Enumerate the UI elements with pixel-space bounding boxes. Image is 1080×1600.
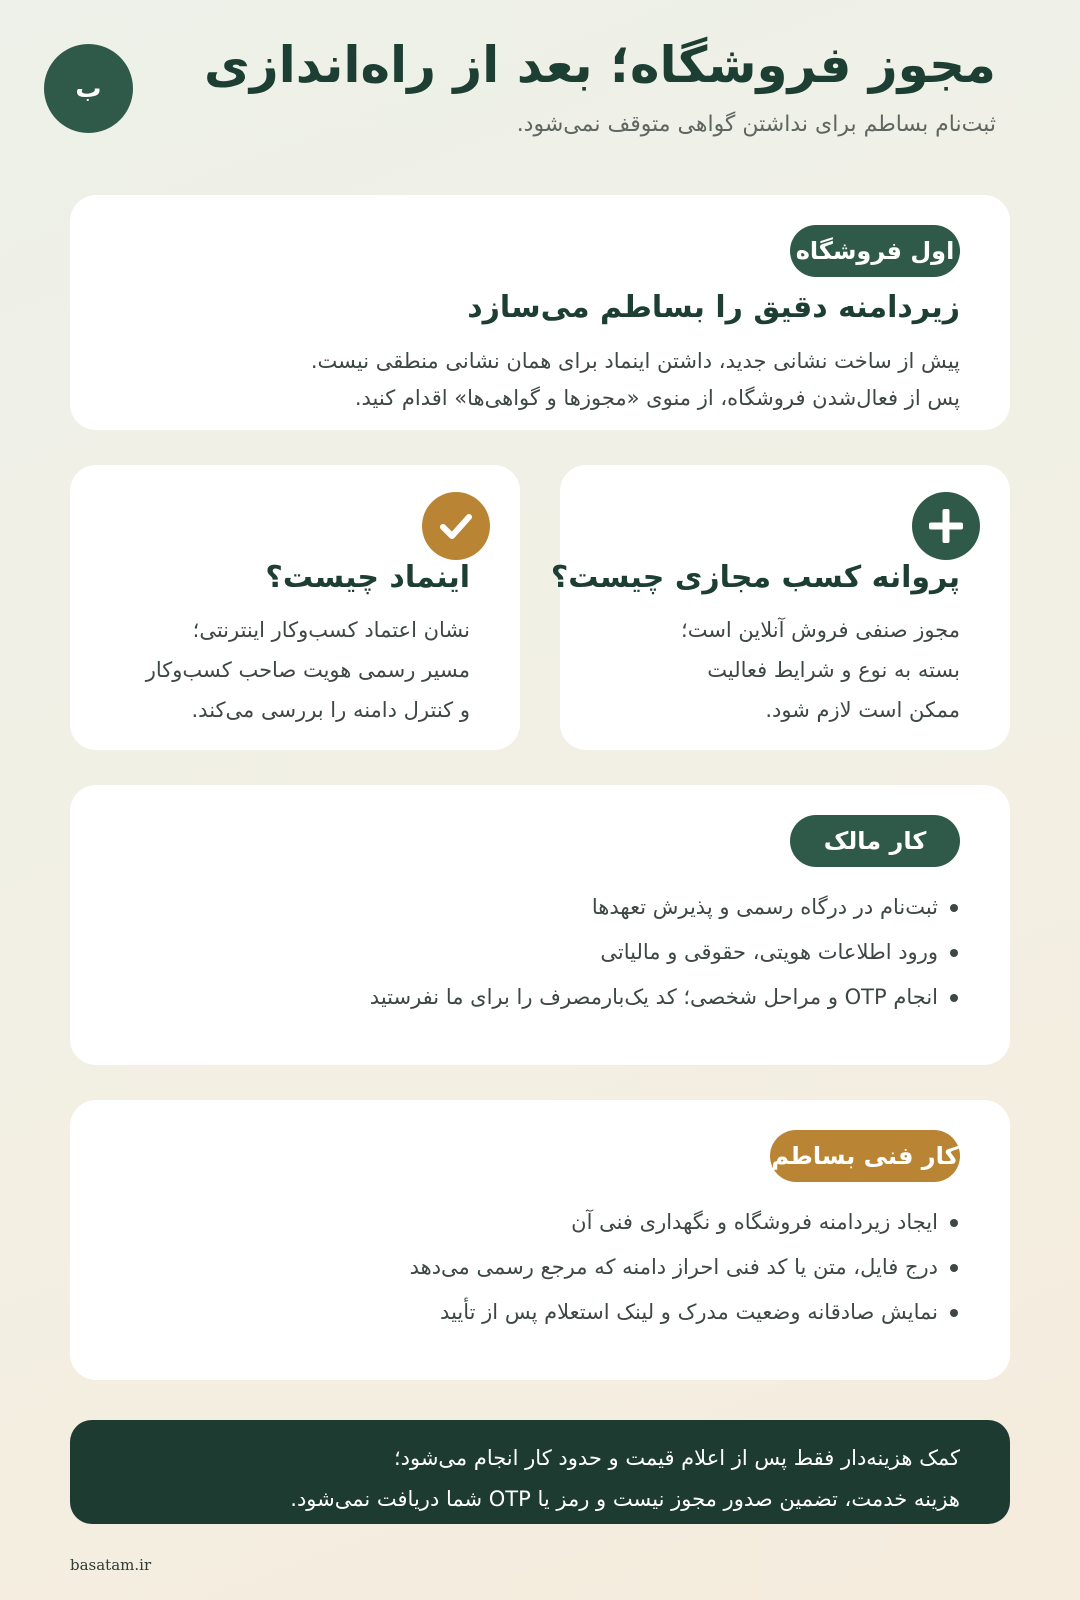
notice-line: هزینه خدمت، تضمین صدور مجوز نیست و رمز یا OTP شما دریافت نمی‌شود.: [290, 1487, 960, 1511]
logo-letter: ب: [75, 73, 102, 104]
check-icon: [422, 492, 490, 560]
owner-pill-label: کار مالک: [823, 827, 927, 855]
tech-pill-label: کار فنی بساطم: [771, 1142, 959, 1170]
list-item: ورود اطلاعات هویتی، حقوقی و مالیاتی: [370, 930, 960, 975]
owner-card: [70, 785, 1010, 1065]
tech-pill: [770, 1130, 960, 1182]
license-card: [550, 465, 1010, 750]
tech-card: [70, 1100, 1010, 1380]
list-item: نمایش صادقانه وضعیت مدرک و لینک استعلام پس از تأیید: [410, 1290, 960, 1335]
license-line: مجوز صنفی فروش آنلاین است؛: [681, 618, 960, 642]
enamad-line: نشان اعتماد کسب‌وکار اینترنتی؛: [192, 618, 470, 642]
owner-pill: [790, 815, 960, 867]
notice-line: کمک هزینه‌دار فقط پس از اعلام قیمت و حدود کار انجام می‌شود؛: [393, 1446, 960, 1470]
owner-list: [370, 885, 960, 1020]
intro-pill-label: اول فروشگاه: [795, 237, 955, 265]
intro-card: [70, 195, 1010, 430]
tech-list: [410, 1200, 960, 1335]
notice-box: [70, 1420, 1010, 1524]
list-item: درج فایل، متن یا کد فنی احراز دامنه که مرجع رسمی می‌دهد: [410, 1245, 960, 1290]
enamad-heading: اینماد چیست؟: [265, 560, 470, 595]
license-line: ممکن است لازم شود.: [765, 698, 960, 722]
page-subtitle: ثبت‌نام بساطم برای نداشتن گواهی متوقف نمی‌شود.: [516, 112, 996, 137]
intro-line: پیش از ساخت نشانی جدید، داشتن اینماد برای همان نشانی منطقی نیست.: [310, 349, 960, 373]
intro-line: پس از فعال‌شدن فروشگاه، از منوی «مجوزها و گواهی‌ها» اقدام کنید.: [354, 386, 960, 410]
enamad-card: [70, 465, 520, 750]
list-item: ایجاد زیردامنه فروشگاه و نگهداری فنی آن: [410, 1200, 960, 1245]
intro-heading: زیردامنه دقیق را بساطم می‌سازد: [467, 290, 960, 325]
enamad-line: مسیر رسمی هویت صاحب کسب‌وکار: [145, 658, 470, 682]
intro-text: [311, 343, 960, 417]
footer-site: basatam.ir: [70, 1556, 152, 1574]
list-item: ثبت‌نام در درگاه رسمی و پذیرش تعهدها: [370, 885, 960, 930]
intro-pill: [790, 225, 960, 277]
list-item: انجام OTP و مراحل شخصی؛ کد یک‌بارمصرف را برای ما نفرستید: [370, 975, 960, 1020]
logo-badge: [44, 44, 133, 133]
plus-icon: [912, 492, 980, 560]
license-line: بسته به نوع و شرایط فعالیت: [707, 658, 960, 682]
page-title: مجوز فروشگاه؛ بعد از راه‌اندازی: [204, 36, 996, 94]
enamad-line: و کنترل دامنه را بررسی می‌کند.: [191, 698, 470, 722]
license-text: [681, 610, 960, 730]
enamad-text: [146, 610, 470, 730]
license-heading: پروانه کسب مجازی چیست؟: [550, 560, 960, 595]
